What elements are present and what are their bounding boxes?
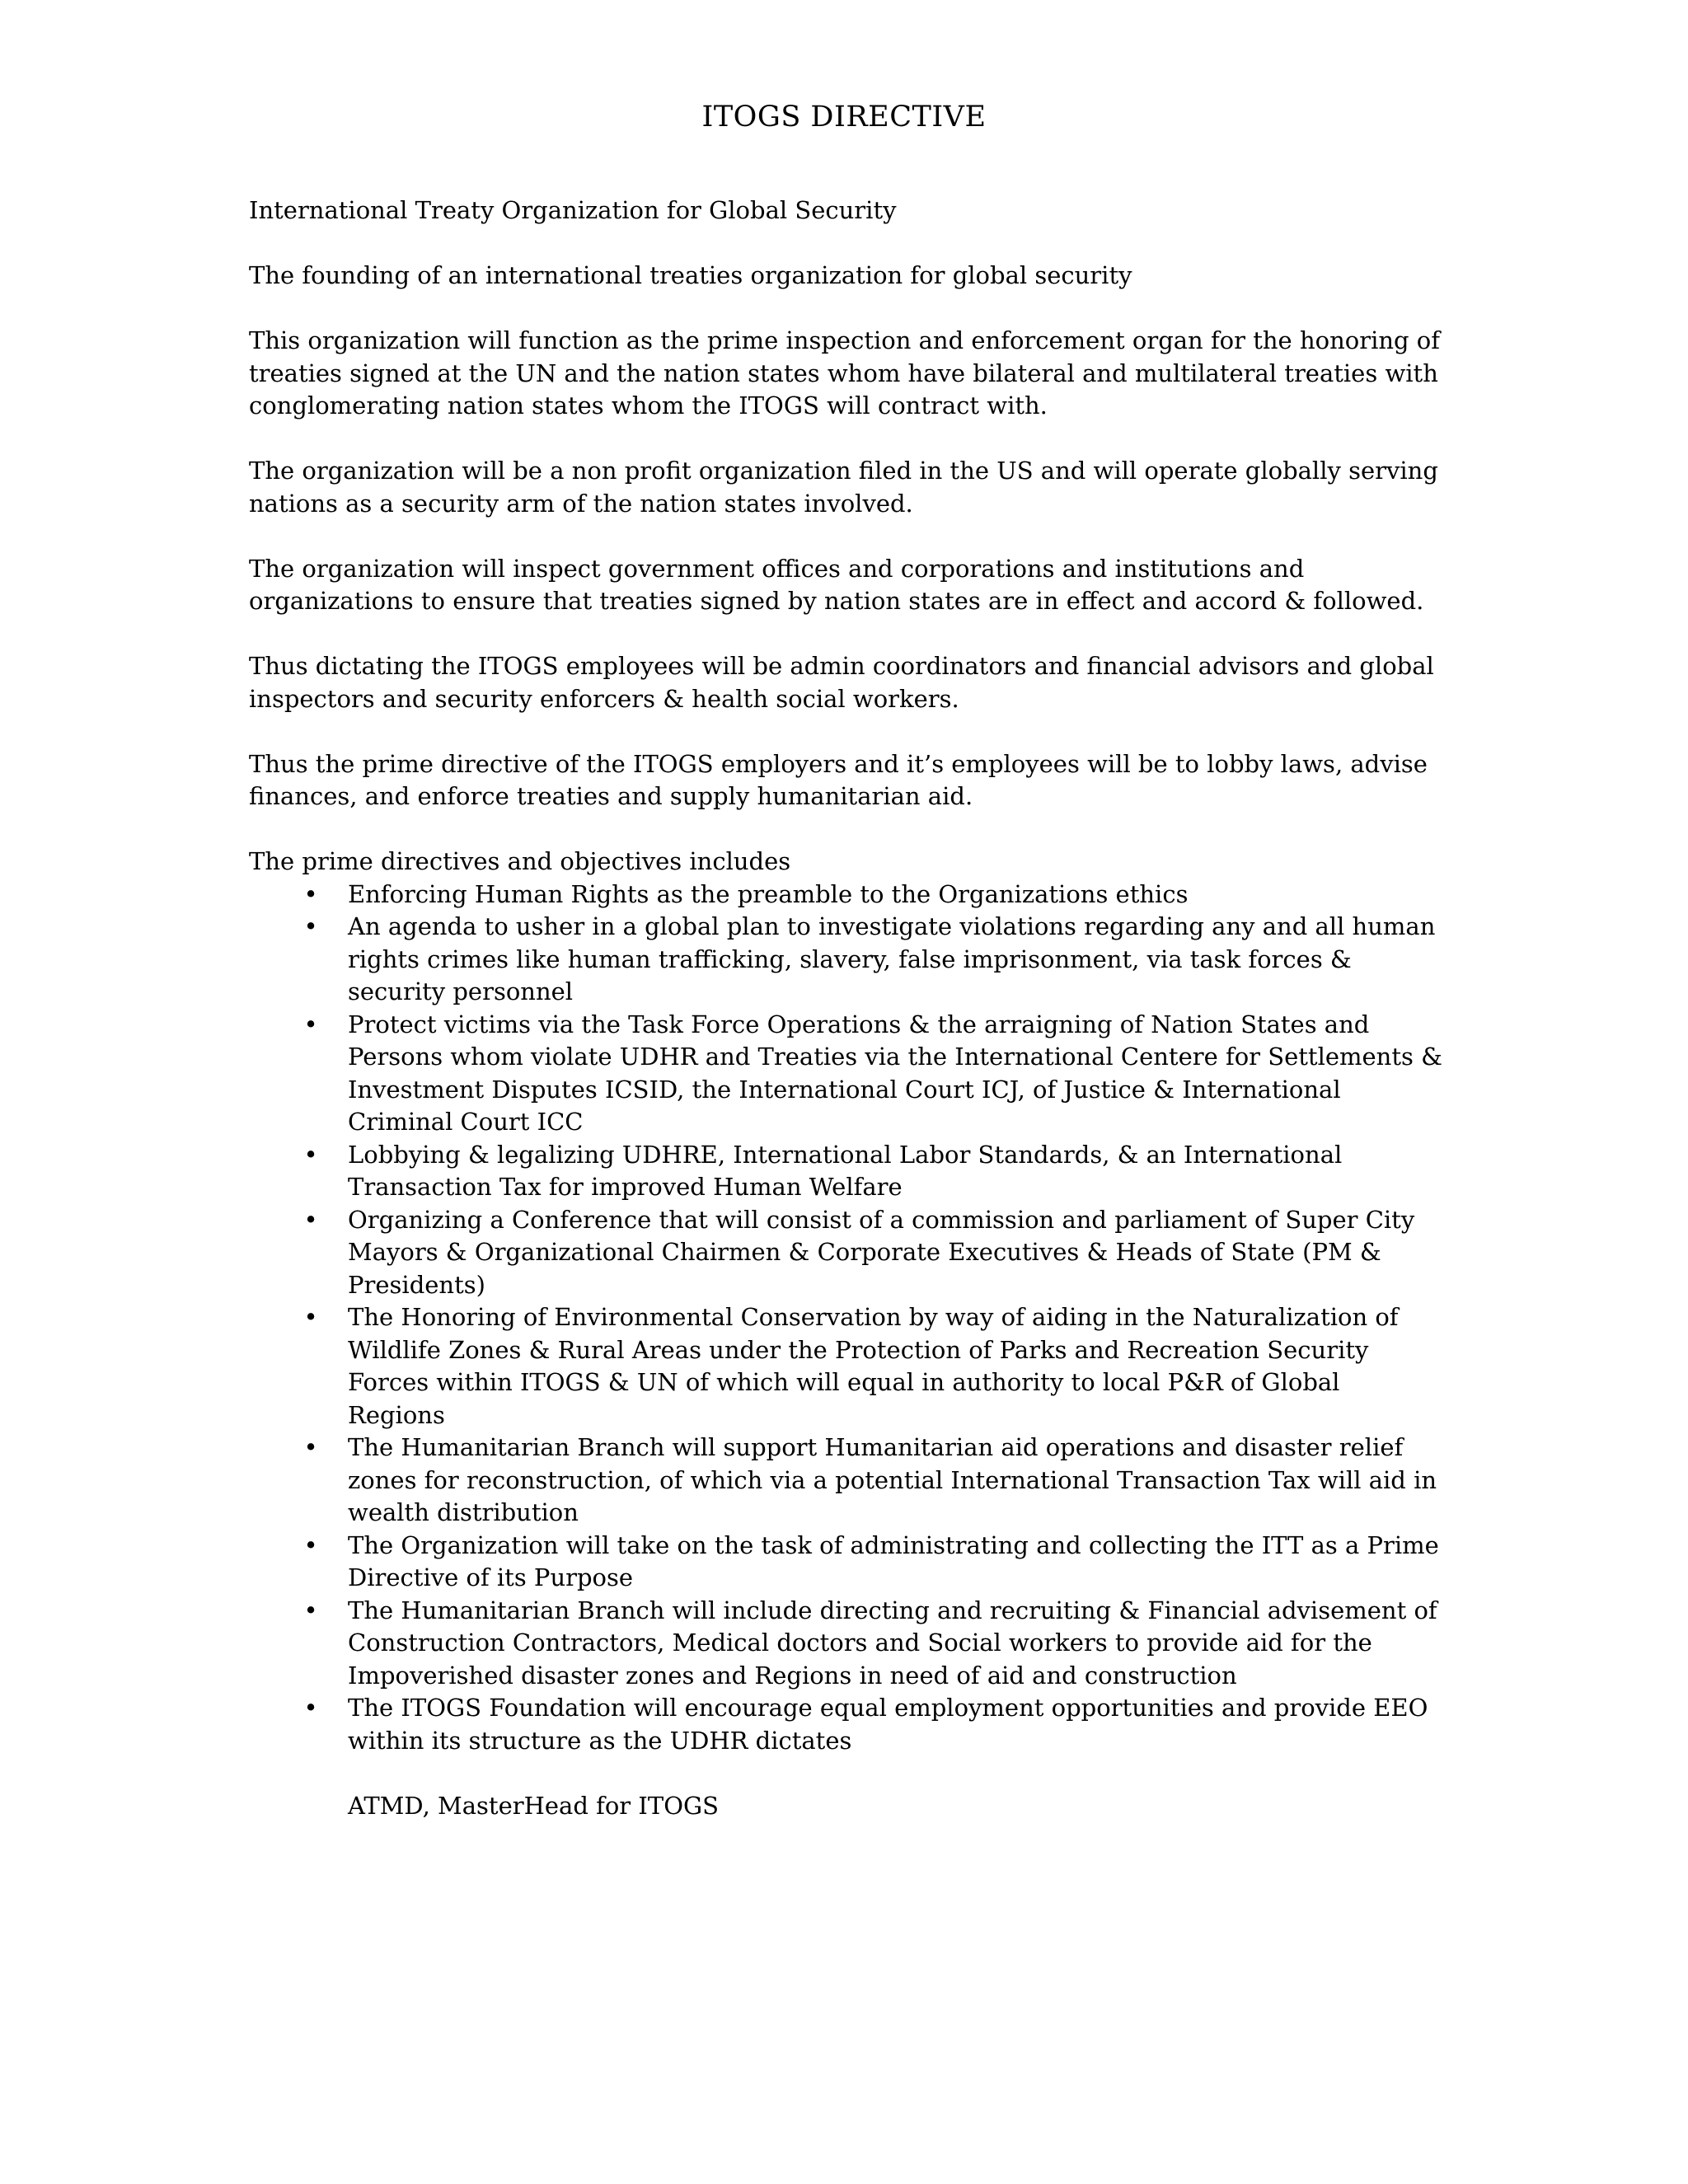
list-item-text: The Humanitarian Branch will include directing and recruiting & Financial advisement of Construction Contractors, Medical doctors and Social workers to provide aid for the Impoverished disaster zones and Regions in need of aid and construction xyxy=(348,1596,1437,1690)
objectives-list xyxy=(249,879,1444,1758)
list-item-text: The Humanitarian Branch will support Humanitarian aid operations and disaster relief zones for reconstruction, of which via a potential International Transaction Tax will aid in wealth distribution xyxy=(348,1433,1437,1526)
list-item-text: An agenda to usher in a global plan to investigate violations regarding any and all human rights crimes like human trafficking, slavery, false imprisonment, via task forces & security personnel xyxy=(348,912,1436,1005)
list-item xyxy=(303,1692,1444,1757)
list-item xyxy=(303,1204,1444,1302)
paragraph-function: This organization will function as the prime inspection and enforcement organ for the honoring of treaties signed at the UN and the nation states whom have bilateral and multilateral treaties with conglomerating nation states whom the ITOGS will contract with. xyxy=(249,326,1441,419)
list-item-text: Lobbying & legalizing UDHRE, International Labor Standards, & an International Transaction Tax for improved Human Welfare xyxy=(348,1140,1343,1201)
signature-line: ATMD, MasterHead for ITOGS xyxy=(348,1791,719,1820)
bullet-icon: • xyxy=(303,1205,318,1234)
list-item xyxy=(303,1009,1444,1139)
bullet-icon: • xyxy=(303,1596,318,1624)
list-item-text: Organizing a Conference that will consist of a commission and parliament of Super City Mayors & Organizational Chairmen & Corporate Executives & Heads of State (PM & Presidents) xyxy=(348,1205,1415,1299)
list-item xyxy=(303,879,1444,912)
bullet-icon: • xyxy=(303,1140,318,1169)
bullet-icon: • xyxy=(303,1303,318,1331)
list-item-text: Enforcing Human Rights as the preamble to the Organizations ethics xyxy=(348,879,1189,908)
bullet-icon: • xyxy=(303,1433,318,1461)
bullet-icon: • xyxy=(303,1010,318,1038)
paragraph-inspection: The organization will inspect government offices and corporations and institutions and organizations to ensure that treaties signed by nation states are in effect and accord & followed. xyxy=(249,554,1424,615)
bullet-icon: • xyxy=(303,1694,318,1722)
bullet-icon: • xyxy=(303,1530,318,1559)
paragraph-founding: The founding of an international treaties organization for global security xyxy=(249,261,1132,289)
list-item xyxy=(303,1595,1444,1693)
paragraph-prime-directive: Thus the prime directive of the ITOGS employers and it’s employees will be to lobby laws, advise finances, and enforce treaties and supply humanitarian aid. xyxy=(249,749,1428,810)
document-body xyxy=(249,194,1444,1822)
list-item xyxy=(303,1301,1444,1432)
objectives-intro: The prime directives and objectives includes xyxy=(249,847,791,875)
bullet-icon: • xyxy=(303,912,318,940)
list-item-text: The ITOGS Foundation will encourage equal employment opportunities and provide EEO within its structure as the UDHR dictates xyxy=(348,1694,1428,1755)
list-item xyxy=(303,911,1444,1009)
list-item-text: The Honoring of Environmental Conservation by way of aiding in the Naturalization of Wildlife Zones & Rural Areas under the Protection of Parks and Recreation Security Forces within ITOGS & UN of which will equal in authority to local P&R of Global Regions xyxy=(348,1303,1399,1429)
bullet-icon: • xyxy=(303,879,318,908)
paragraph-employees: Thus dictating the ITOGS employees will be admin coordinators and financial advisors and global inspectors and security enforcers & health social workers. xyxy=(249,652,1434,713)
list-item xyxy=(303,1139,1444,1204)
list-item xyxy=(303,1432,1444,1530)
paragraph-nonprofit: The organization will be a non profit organization filed in the US and will operate globally serving nations as a security arm of the nation states involved. xyxy=(249,457,1438,518)
list-item-text: The Organization will take on the task of administrating and collecting the ITT as a Prime Directive of its Purpose xyxy=(348,1530,1439,1591)
paragraph-organization-name: International Treaty Organization for Global Security xyxy=(249,196,897,224)
list-item-text: Protect victims via the Task Force Operations & the arraigning of Nation States and Persons whom violate UDHR and Treaties via the International Centere for Settlements & Investment Disputes ICSID, the International Court ICJ, of Justice & International Criminal Court ICC xyxy=(348,1010,1442,1136)
list-item xyxy=(303,1530,1444,1595)
document-title: ITOGS DIRECTIVE xyxy=(701,101,987,134)
